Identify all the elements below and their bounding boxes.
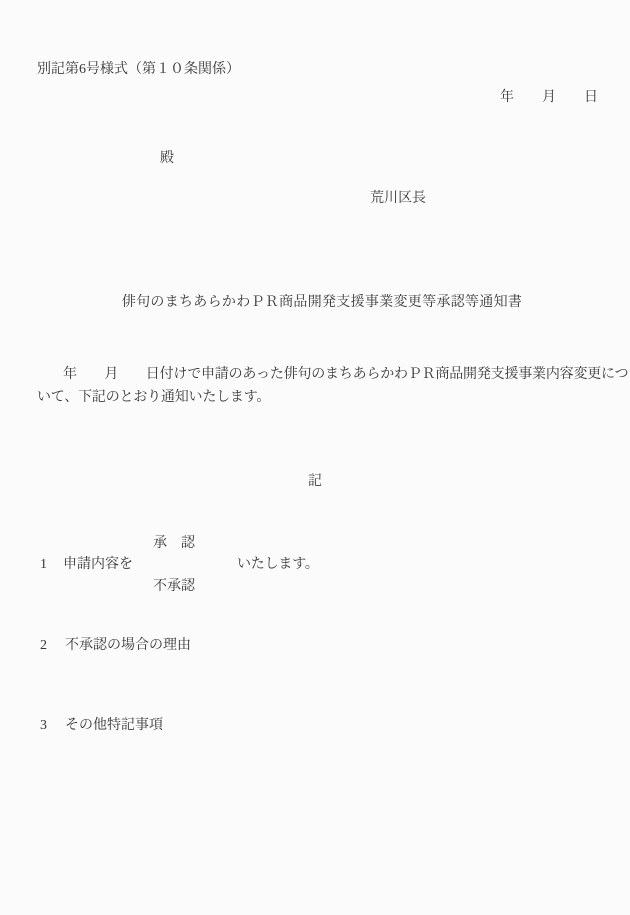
sender-name: 荒川区長 bbox=[370, 191, 426, 206]
body-paragraph-line1: 年 月 日付けで申請のあった俳句のまちあらかわＰＲ商品開発支援事業内容変更につ bbox=[63, 367, 629, 382]
section-marker-ki: 記 bbox=[308, 474, 322, 489]
document-title: 俳句のまちあらかわＰＲ商品開発支援事業変更等承認等通知書 bbox=[121, 295, 523, 310]
item-2-label: 不承認の場合の理由 bbox=[65, 638, 191, 653]
item-3-label: その他特記事項 bbox=[65, 718, 163, 733]
item-1-label: 申請内容を bbox=[63, 557, 133, 572]
body-paragraph-line2: いて、下記のとおり通知いたします。 bbox=[37, 390, 271, 405]
date-line: 年 月 日 bbox=[500, 90, 598, 105]
item-2-number: 2 bbox=[40, 638, 47, 653]
item-1-option-approve: 承 認 bbox=[153, 536, 195, 551]
item-1-number: 1 bbox=[40, 557, 47, 572]
item-1-suffix: いたします。 bbox=[237, 557, 319, 572]
form-style-label: 別記第6号様式（第１０条関係） bbox=[37, 62, 240, 77]
item-1-option-disapprove: 不承認 bbox=[153, 579, 195, 594]
item-3-number: 3 bbox=[40, 718, 47, 733]
addressee-honorific: 殿 bbox=[160, 151, 174, 166]
